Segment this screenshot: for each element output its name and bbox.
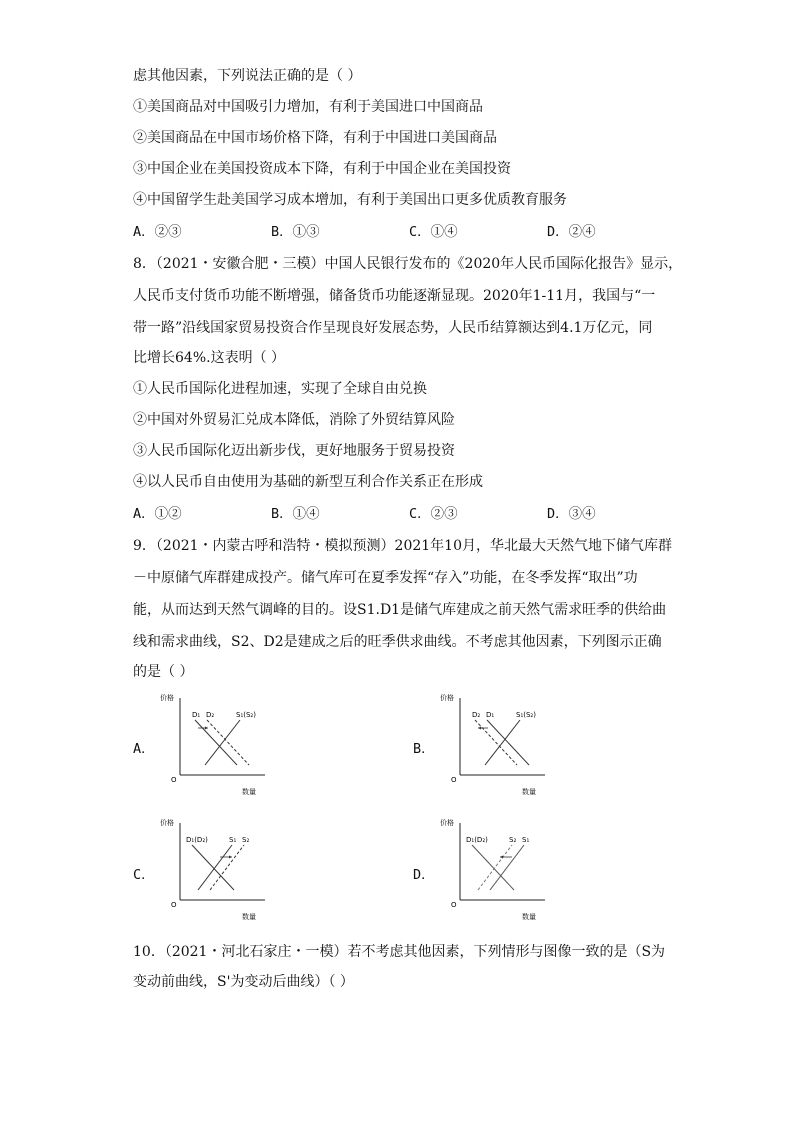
q9-stem-line-4: 线和需求曲线，S2、D2是建成之后的旺季供求曲线。不考虑其他因素，下列图示正确: [133, 634, 662, 650]
q7-option-b: B．①③: [271, 224, 320, 240]
y-axis-label: 价格: [440, 694, 454, 702]
origin-label: O: [171, 901, 177, 909]
curve-label-d2: D₂: [472, 711, 481, 719]
curve-d2: [475, 720, 517, 765]
q9-stem-line-5: 的是（ ）: [133, 664, 194, 680]
curve-label-s1: S₁: [229, 836, 237, 844]
shift-arrow-head: [500, 856, 503, 859]
curve-label-s: S₁(S₂): [516, 711, 536, 719]
q7-item-3: ③中国企业在美国投资成本下降，有利于中国企业在美国投资: [133, 161, 511, 177]
q8-option-a: A．①②: [133, 506, 182, 522]
curve-label-s2: S₂: [509, 836, 517, 844]
q9-figure-a: [150, 690, 280, 800]
curve-s1-s2: [205, 720, 240, 765]
shift-arrow-head: [205, 727, 208, 730]
y-axis-label: 价格: [160, 694, 174, 702]
curve-s1: [490, 845, 524, 890]
q7-option-a: A．②③: [133, 224, 182, 240]
q8-option-b: B．①④: [271, 506, 320, 522]
y-axis-label: 价格: [160, 819, 174, 827]
q9-figure-b-letter: B．: [413, 741, 435, 757]
curve-s1-s2: [485, 720, 520, 765]
q8-item-3: ③人民币国际化迈出新步伐，更好地服务于贸易投资: [133, 443, 455, 459]
x-axis-label: 数量: [522, 913, 536, 921]
q7-item-4: ④中国留学生赴美国学习成本增加，有利于美国出口更多优质教育服务: [133, 192, 567, 208]
q9-figure-c: [150, 815, 280, 925]
origin-label: O: [451, 776, 457, 784]
q10-stem-line-1: 10．（2021・河北石家庄・一模）若不考虑其他因素，下列情形与图像一致的是（S为: [133, 944, 666, 960]
q9-figure-d-letter: D．: [413, 867, 435, 883]
q9-figure-c-letter: C．: [133, 867, 155, 883]
q8-stem-line-3: 带一路”沿线国家贸易投资合作呈现良好发展态势，人民币结算额达到4.1万亿元，同: [133, 320, 653, 336]
origin-label: O: [451, 901, 457, 909]
q8-option-c: C．②③: [409, 506, 458, 522]
curve-d1: [195, 720, 237, 765]
x-axis-label: 数量: [242, 788, 256, 796]
y-axis-label: 价格: [440, 819, 454, 827]
q7-item-2: ②美国商品在中国市场价格下降，有利于中国进口美国商品: [133, 130, 497, 146]
origin-label: O: [171, 776, 177, 784]
x-axis-label: 数量: [522, 788, 536, 796]
q8-item-1: ①人民币国际化进程加速，实现了全球自由兑换: [133, 381, 427, 397]
shift-arrow-head: [478, 727, 481, 730]
q9-figure-d: [430, 815, 560, 925]
curve-d1-d2: [472, 845, 514, 890]
x-axis-label: 数量: [242, 913, 256, 921]
curve-d2: [207, 720, 249, 765]
q8-stem-line-1: 8．（2021・安徽合肥・三模）中国人民银行发布的《2020年人民币国际化报告》显示，: [133, 256, 683, 272]
q8-item-2: ②中国对外贸易汇兑成本降低，消除了外贸结算风险: [133, 412, 455, 428]
shift-arrow-head: [229, 856, 232, 859]
q9-figure-a-letter: A．: [133, 741, 155, 757]
q10-stem-line-2: 变动前曲线，S'为变动后曲线）（ ）: [133, 974, 354, 990]
q8-stem-line-4: 比增长64%.这表明（ ）: [133, 350, 286, 366]
curve-d1: [487, 720, 529, 765]
curve-d1-d2: [192, 845, 234, 890]
q8-stem-line-2: 人民币支付货币功能不断增强，储备货币功能逐渐显现。2020年1-11月，我国与“一: [133, 288, 656, 304]
q9-stem-line-2: －中原储气库群建成投产。储气库可在夏季发挥“存入”功能，在冬季发挥“取出”功: [133, 570, 638, 586]
q9-stem-line-1: 9．（2021・内蒙古呼和浩特・模拟预测）2021年10月，华北最大天然气地下储气库群: [133, 538, 672, 554]
q7-intro: 虑其他因素，下列说法正确的是（ ）: [133, 68, 362, 84]
curve-label-s1: S₁: [522, 836, 530, 844]
curve-label-s2: S₂: [242, 836, 250, 844]
q8-item-4: ④以人民币自由使用为基础的新型互利合作关系正在形成: [133, 474, 483, 490]
curve-label-d: D₁(D₂): [466, 836, 488, 844]
curve-label-d1: D₁: [192, 711, 201, 719]
curve-label-s: S₁(S₂): [236, 711, 256, 719]
curve-label-d1: D₁: [486, 711, 495, 719]
curve-label-d2: D₂: [206, 711, 215, 719]
q9-figure-b: [430, 690, 560, 800]
q8-option-d: D．③④: [547, 506, 596, 522]
q9-stem-line-3: 能，从而达到天然气调峰的目的。设S1.D1是储气库建成之前天然气需求旺季的供给曲: [133, 602, 667, 618]
curve-label-d: D₁(D₂): [186, 836, 208, 844]
curve-s1: [198, 845, 232, 890]
q7-item-1: ①美国商品对中国吸引力增加，有利于美国进口中国商品: [133, 99, 483, 115]
q7-option-d: D．②④: [547, 224, 596, 240]
q7-option-c: C．①④: [409, 224, 458, 240]
